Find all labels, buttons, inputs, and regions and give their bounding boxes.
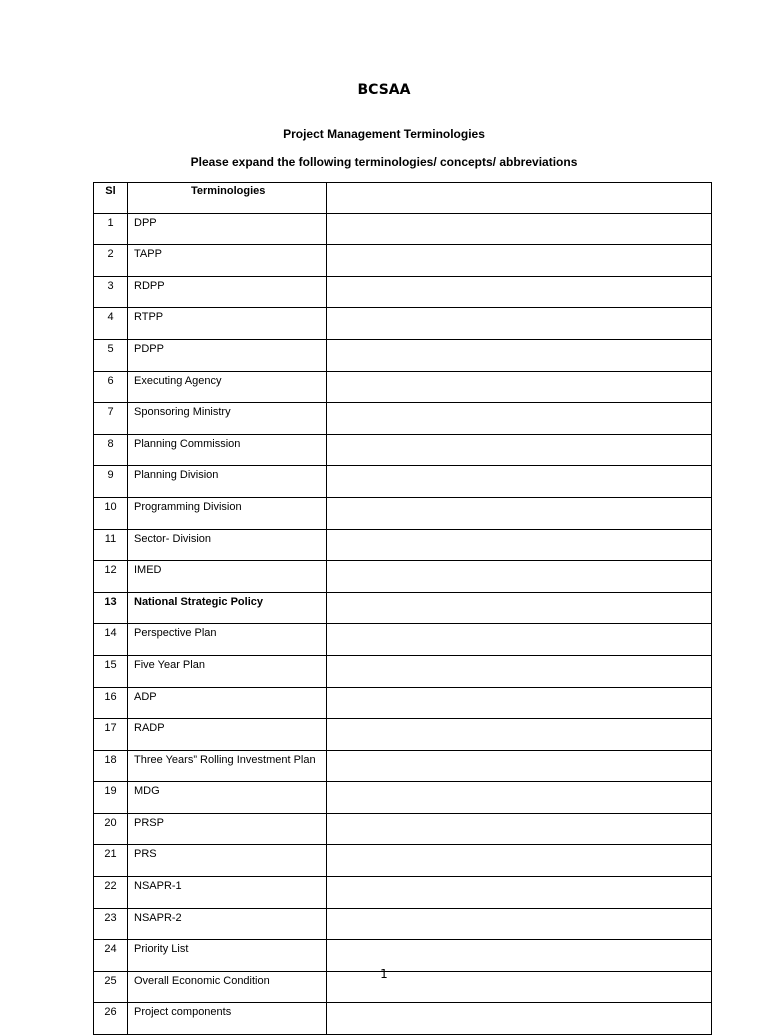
row-expansion-field[interactable] bbox=[327, 782, 712, 814]
row-expansion-field[interactable] bbox=[327, 561, 712, 593]
page-number: 1 bbox=[380, 967, 388, 981]
organization-title: BCSAA bbox=[357, 82, 411, 98]
row-terminology: National Strategic Policy bbox=[128, 592, 327, 624]
row-terminology: Five Year Plan bbox=[128, 655, 327, 687]
row-expansion-field[interactable] bbox=[327, 687, 712, 719]
table-row bbox=[94, 561, 712, 593]
table-row bbox=[94, 813, 712, 845]
row-terminology: MDG bbox=[128, 782, 327, 814]
table-row bbox=[94, 245, 712, 277]
row-serial-number: 11 bbox=[94, 529, 128, 561]
row-serial-number: 15 bbox=[94, 655, 128, 687]
row-expansion-field[interactable] bbox=[327, 877, 712, 909]
table-row bbox=[94, 655, 712, 687]
row-terminology: Three Years” Rolling Investment Plan bbox=[128, 750, 327, 782]
row-serial-number: 6 bbox=[94, 371, 128, 403]
row-serial-number: 14 bbox=[94, 624, 128, 656]
row-serial-number: 18 bbox=[94, 750, 128, 782]
row-serial-number: 7 bbox=[94, 403, 128, 435]
row-expansion-field[interactable] bbox=[327, 1003, 712, 1035]
row-expansion-field[interactable] bbox=[327, 624, 712, 656]
row-expansion-field[interactable] bbox=[327, 245, 712, 277]
row-terminology: PRS bbox=[128, 845, 327, 877]
table-row bbox=[94, 750, 712, 782]
table-row bbox=[94, 403, 712, 435]
row-serial-number: 9 bbox=[94, 466, 128, 498]
row-terminology: NSAPR-1 bbox=[128, 877, 327, 909]
table-row bbox=[94, 719, 712, 751]
table-row bbox=[94, 497, 712, 529]
row-serial-number: 2 bbox=[94, 245, 128, 277]
row-serial-number: 10 bbox=[94, 497, 128, 529]
row-terminology: Sponsoring Ministry bbox=[128, 403, 327, 435]
row-expansion-field[interactable] bbox=[327, 750, 712, 782]
row-expansion-field[interactable] bbox=[327, 845, 712, 877]
row-expansion-field[interactable] bbox=[327, 434, 712, 466]
table-row bbox=[94, 371, 712, 403]
row-expansion-field[interactable] bbox=[327, 908, 712, 940]
table-row bbox=[94, 782, 712, 814]
header-expansion bbox=[327, 183, 712, 214]
header-sl: Sl bbox=[94, 183, 128, 214]
table-row bbox=[94, 687, 712, 719]
table-header-row bbox=[94, 183, 712, 214]
row-serial-number: 13 bbox=[94, 592, 128, 624]
row-terminology: Executing Agency bbox=[128, 371, 327, 403]
row-terminology: Priority List bbox=[128, 940, 327, 972]
row-expansion-field[interactable] bbox=[327, 466, 712, 498]
row-terminology: Overall Economic Condition bbox=[128, 971, 327, 1003]
row-terminology: PDPP bbox=[128, 339, 327, 371]
table-row bbox=[94, 908, 712, 940]
row-expansion-field[interactable] bbox=[327, 371, 712, 403]
table-row bbox=[94, 845, 712, 877]
row-serial-number: 8 bbox=[94, 434, 128, 466]
row-expansion-field[interactable] bbox=[327, 813, 712, 845]
row-terminology: Planning Division bbox=[128, 466, 327, 498]
row-terminology: Perspective Plan bbox=[128, 624, 327, 656]
row-serial-number: 5 bbox=[94, 339, 128, 371]
row-serial-number: 24 bbox=[94, 940, 128, 972]
row-terminology: Sector- Division bbox=[128, 529, 327, 561]
table-row bbox=[94, 1003, 712, 1035]
row-serial-number: 1 bbox=[94, 213, 128, 245]
row-terminology: RDPP bbox=[128, 276, 327, 308]
table-row bbox=[94, 434, 712, 466]
row-expansion-field[interactable] bbox=[327, 276, 712, 308]
row-terminology: NSAPR-2 bbox=[128, 908, 327, 940]
row-terminology: DPP bbox=[128, 213, 327, 245]
table-row bbox=[94, 276, 712, 308]
table-row bbox=[94, 877, 712, 909]
row-terminology: RTPP bbox=[128, 308, 327, 340]
row-serial-number: 21 bbox=[94, 845, 128, 877]
row-serial-number: 4 bbox=[94, 308, 128, 340]
row-terminology: RADP bbox=[128, 719, 327, 751]
row-terminology: Programming Division bbox=[128, 497, 327, 529]
row-serial-number: 22 bbox=[94, 877, 128, 909]
row-terminology: IMED bbox=[128, 561, 327, 593]
row-terminology: Project components bbox=[128, 1003, 327, 1035]
row-expansion-field[interactable] bbox=[327, 529, 712, 561]
table-row bbox=[94, 592, 712, 624]
row-serial-number: 20 bbox=[94, 813, 128, 845]
row-terminology: Planning Commission bbox=[128, 434, 327, 466]
row-expansion-field[interactable] bbox=[327, 403, 712, 435]
header-terminologies: Terminologies bbox=[128, 183, 327, 214]
table-row bbox=[94, 466, 712, 498]
row-expansion-field[interactable] bbox=[327, 592, 712, 624]
row-terminology: ADP bbox=[128, 687, 327, 719]
row-expansion-field[interactable] bbox=[327, 339, 712, 371]
row-serial-number: 16 bbox=[94, 687, 128, 719]
row-serial-number: 25 bbox=[94, 971, 128, 1003]
row-serial-number: 17 bbox=[94, 719, 128, 751]
table-row bbox=[94, 339, 712, 371]
table-row bbox=[94, 624, 712, 656]
row-terminology: PRSP bbox=[128, 813, 327, 845]
row-serial-number: 26 bbox=[94, 1003, 128, 1035]
row-serial-number: 23 bbox=[94, 908, 128, 940]
table-row bbox=[94, 529, 712, 561]
document-subtitle: Project Management Terminologies bbox=[283, 127, 485, 141]
table-row bbox=[94, 213, 712, 245]
terminology-table bbox=[93, 182, 712, 1035]
row-expansion-field[interactable] bbox=[327, 497, 712, 529]
instruction-text: Please expand the following terminologies/ concepts/ abbreviations bbox=[190, 155, 578, 169]
row-expansion-field[interactable] bbox=[327, 308, 712, 340]
row-expansion-field[interactable] bbox=[327, 655, 712, 687]
row-serial-number: 12 bbox=[94, 561, 128, 593]
row-serial-number: 3 bbox=[94, 276, 128, 308]
row-terminology: TAPP bbox=[128, 245, 327, 277]
row-serial-number: 19 bbox=[94, 782, 128, 814]
table-row bbox=[94, 308, 712, 340]
row-expansion-field[interactable] bbox=[327, 213, 712, 245]
row-expansion-field[interactable] bbox=[327, 719, 712, 751]
